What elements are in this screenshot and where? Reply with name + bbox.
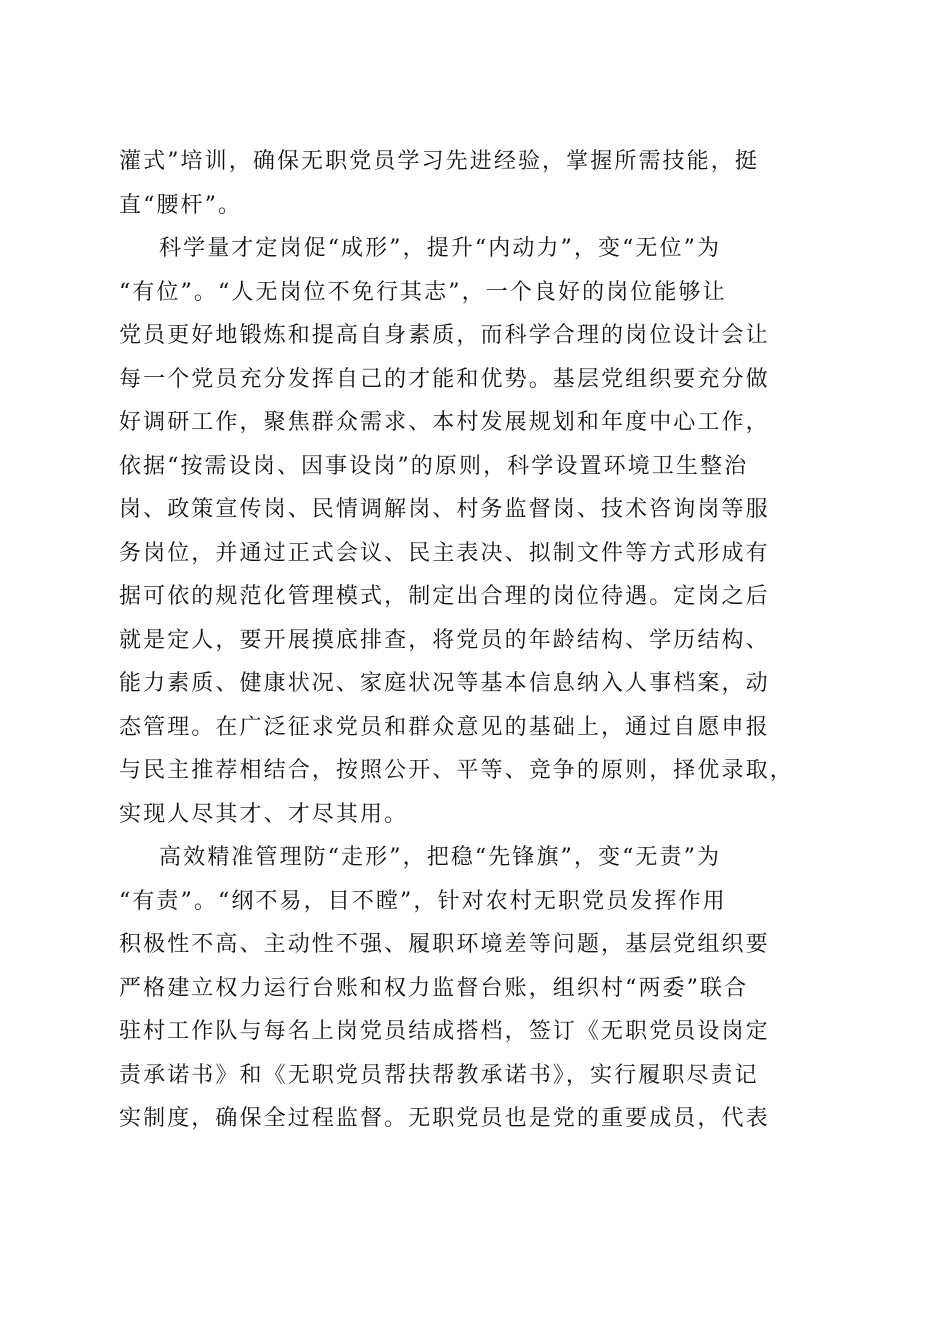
text-line: 好调研工作，聚焦群众需求、本村发展规划和年度中心工作， [119,410,770,435]
text-line: 责承诺书》和《无职党员帮扶帮教承诺书》，实行履职尽责记 [119,1062,759,1088]
text-line: “有位”。“人无岗位不免行其志”，一个良好的岗位能够让 [119,279,727,305]
text-line: 能力素质、健康状况、家庭状况等基本信息纳入人事档案，动 [119,671,770,696]
text-line: 岗、政策宣传岗、民情调解岗、村务监督岗、技术咨询岗等服 [119,497,770,522]
text-line: 实现人尽其才、才尽其用。 [119,801,409,827]
text-line: “有责”。“纲不易，目不瞠”，针对农村无职党员发挥作用 [119,888,727,914]
text-line: 实制度，确保全过程监督。无职党员也是党的重要成员，代表 [119,1106,770,1131]
text-line: 灌式”培训，确保无职党员学习先进经验，掌握所需技能，挺 [119,149,759,174]
text-line: 每一个党员充分发挥自己的才能和优势。基层党组织要充分做 [119,366,770,392]
text-line: 党员更好地锻炼和提高自身素质，而科学合理的岗位设计会让 [119,323,770,348]
text-line: 据可依的规范化管理模式，制定出合理的岗位待遇。定岗之后 [119,584,770,609]
text-line: 驻村工作队与每名上岗党员结成搭档，签订《无职党员设岗定 [119,1019,770,1044]
text-line: 直“腰杆”。 [119,192,243,218]
text-line: 积极性不高、主动性不强、履职环境差等问题，基层党组织要 [119,932,770,957]
paragraph-first-line: 高效精准管理防“走形”，把稳“先锋旗”，变“无责”为 [159,845,722,870]
paragraph-first-line: 科学量才定岗促“成形”，提升“内动力”，变“无位”为 [159,236,722,261]
text-line: 就是定人，要开展摸底排查，将党员的年龄结构、学历结构、 [119,627,770,653]
text-line: 与民主推荐相结合，按照公开、平等、竞争的原则，择优录取， [119,758,794,783]
text-line: 依据“按需设岗、因事设岗”的原则，科学设置环境卫生整治 [119,453,749,479]
document-body [119,140,831,1141]
text-line: 务岗位，并通过正式会议、民主表决、拟制文件等方式形成有 [119,540,770,566]
text-line: 态管理。在广泛征求党员和群众意见的基础上，通过自愿申报 [119,714,770,740]
text-line: 严格建立权力运行台账和权力监督台账，组织村“两委”联合 [119,975,749,1001]
